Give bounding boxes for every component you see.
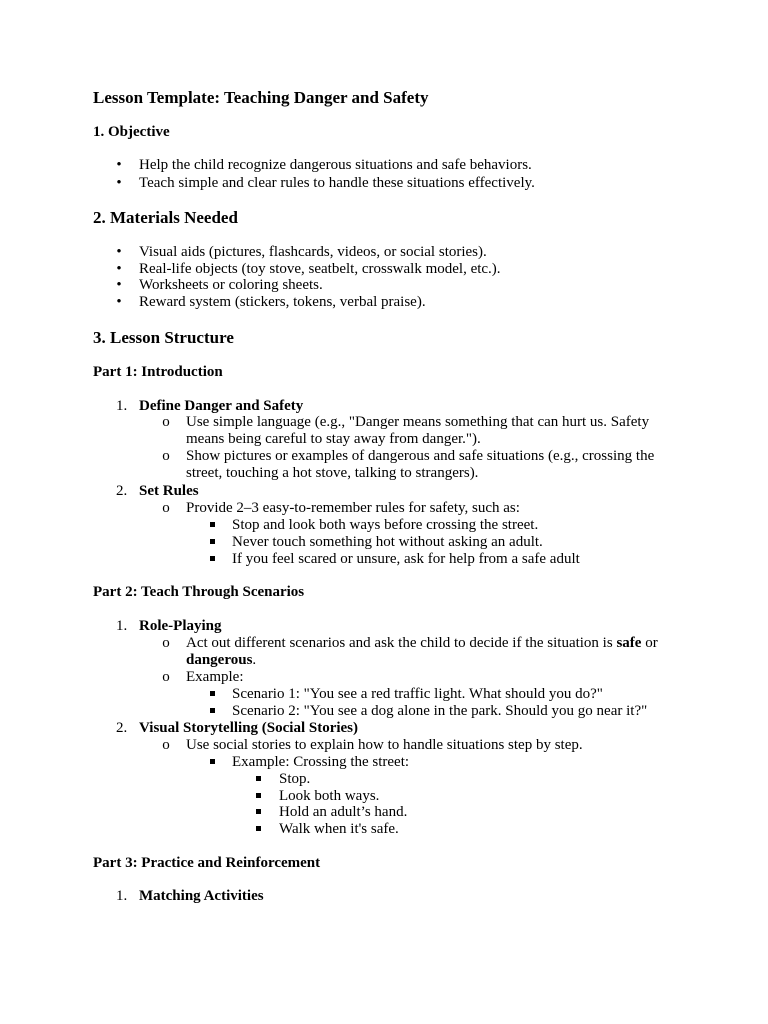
square-marker bbox=[256, 793, 261, 798]
part1-item2-label: Set Rules bbox=[139, 483, 199, 499]
list-number: 1. bbox=[116, 888, 128, 904]
circle-marker: o bbox=[162, 669, 170, 685]
bullet-marker: • bbox=[116, 175, 122, 191]
step-item: Look both ways. bbox=[279, 788, 380, 804]
square-marker bbox=[256, 809, 261, 814]
part1-item1-label: Define Danger and Safety bbox=[139, 398, 304, 414]
sub-item-text-part: Act out different scenarios and ask the child to decide if the situation is bbox=[186, 635, 617, 651]
bullet-marker: • bbox=[116, 277, 122, 293]
sub-item-text: Use social stories to explain how to handle situations step by step. bbox=[186, 737, 583, 753]
bullet-marker: • bbox=[116, 294, 122, 310]
objective-bullet: Teach simple and clear rules to handle these situations effectively. bbox=[139, 175, 535, 191]
square-marker bbox=[256, 776, 261, 781]
part1-heading: Part 1: Introduction bbox=[93, 364, 223, 380]
circle-marker: o bbox=[162, 737, 170, 753]
sub-item-text: Show pictures or examples of dangerous and safe situations (e.g., crossing the bbox=[186, 448, 655, 464]
sub-item-text-part: or bbox=[641, 635, 658, 651]
materials-bullet: Worksheets or coloring sheets. bbox=[139, 277, 323, 293]
square-marker bbox=[210, 556, 215, 561]
list-number: 2. bbox=[116, 483, 128, 499]
square-marker bbox=[210, 759, 215, 764]
sub-item-text bbox=[186, 652, 256, 669]
circle-marker: o bbox=[162, 635, 170, 651]
part2-heading: Part 2: Teach Through Scenarios bbox=[93, 584, 305, 600]
materials-bullet: Real-life objects (toy stove, seatbelt, crosswalk model, etc.). bbox=[139, 261, 501, 277]
bullet-marker: • bbox=[116, 261, 122, 277]
circle-marker: o bbox=[162, 448, 170, 464]
sub-item-text-part: . bbox=[252, 652, 257, 668]
bullet-marker: • bbox=[116, 244, 122, 260]
sub-item-text: Example: bbox=[186, 669, 244, 685]
scenario-item: Scenario 1: "You see a red traffic light. What should you do?" bbox=[232, 686, 603, 702]
square-marker bbox=[210, 522, 215, 527]
materials-bullet: Visual aids (pictures, flashcards, videos, or social stories). bbox=[139, 244, 487, 260]
scenario-item: Scenario 2: "You see a dog alone in the park. Should you go near it?" bbox=[232, 703, 648, 719]
sub-item-text: Use simple language (e.g., "Danger means something that can hurt us. Safety bbox=[186, 414, 650, 430]
objective-bullet: Help the child recognize dangerous situations and safe behaviors. bbox=[139, 157, 532, 173]
circle-marker: o bbox=[162, 500, 170, 516]
objective-heading: 1. Objective bbox=[93, 124, 170, 140]
example-item: Example: Crossing the street: bbox=[232, 754, 410, 770]
materials-bullet: Reward system (stickers, tokens, verbal praise). bbox=[139, 294, 426, 310]
list-number: 1. bbox=[116, 398, 128, 414]
circle-marker: o bbox=[162, 414, 170, 430]
sub-item-text: means being careful to stay away from danger."). bbox=[186, 431, 481, 447]
sub-item-text: street, touching a hot stove, talking to strangers). bbox=[186, 465, 479, 481]
square-marker bbox=[210, 691, 215, 696]
part3-item1-label: Matching Activities bbox=[139, 888, 264, 904]
square-marker bbox=[210, 708, 215, 713]
rule-item: Stop and look both ways before crossing the street. bbox=[232, 517, 539, 533]
dangerous-emphasis: dangerous bbox=[186, 652, 253, 668]
safe-emphasis: safe bbox=[616, 635, 642, 651]
rule-item: Never touch something hot without asking an adult. bbox=[232, 534, 543, 550]
square-marker bbox=[256, 826, 261, 831]
sub-item-text bbox=[186, 635, 658, 652]
part3-heading: Part 3: Practice and Reinforcement bbox=[93, 855, 321, 871]
step-item: Walk when it's safe. bbox=[279, 821, 399, 837]
step-item: Hold an adult’s hand. bbox=[279, 804, 408, 820]
document-title: Lesson Template: Teaching Danger and Safety bbox=[93, 88, 429, 107]
sub-item-text: Provide 2–3 easy-to-remember rules for safety, such as: bbox=[186, 500, 520, 516]
bullet-marker: • bbox=[116, 157, 122, 173]
square-marker bbox=[210, 539, 215, 544]
structure-heading: 3. Lesson Structure bbox=[93, 328, 234, 347]
rule-item: If you feel scared or unsure, ask for help from a safe adult bbox=[232, 551, 580, 567]
part2-item2-label: Visual Storytelling (Social Stories) bbox=[139, 720, 359, 736]
list-number: 2. bbox=[116, 720, 128, 736]
part2-item1-label: Role-Playing bbox=[139, 618, 222, 634]
step-item: Stop. bbox=[279, 771, 311, 787]
list-number: 1. bbox=[116, 618, 128, 634]
materials-heading: 2. Materials Needed bbox=[93, 208, 238, 227]
